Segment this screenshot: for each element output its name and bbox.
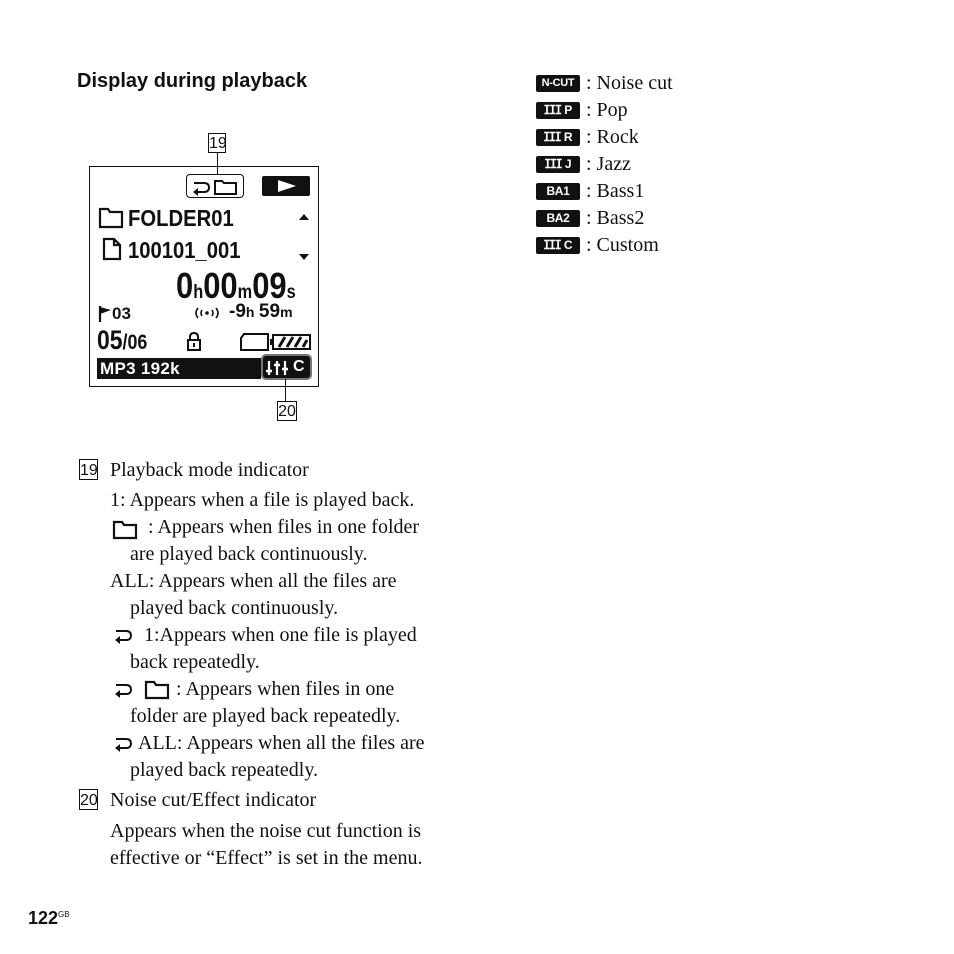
bass2-badge: BA2 xyxy=(536,210,580,227)
item-19-line-4a: 1:Appears when one file is played xyxy=(144,624,417,646)
playback-mode-indicator xyxy=(186,174,244,198)
callout-20-leader xyxy=(285,379,286,401)
equalizer-icon xyxy=(266,360,292,376)
legend-label: : Bass2 xyxy=(586,207,645,229)
noise-cut-badge: N-CUT xyxy=(536,75,580,92)
badge-letter: P xyxy=(564,103,572,117)
legend-item-noise-cut xyxy=(536,72,836,94)
folder-icon xyxy=(98,207,124,229)
folder-icon xyxy=(112,520,138,540)
badge-letter: R xyxy=(563,130,573,144)
equalizer-icon: ⵊⵊⵊ xyxy=(544,103,565,117)
legend-item-bass2 xyxy=(536,207,836,229)
legend-label: : Bass1 xyxy=(586,180,645,202)
section-heading: Display during playback xyxy=(77,70,308,92)
repeat-icon xyxy=(112,682,136,698)
item-19-line-3a: ALL: Appears when all the files are xyxy=(110,570,397,592)
item-19-line-2a: : Appears when files in one folder xyxy=(148,516,420,538)
item-19-line-2b: are played back continuously. xyxy=(130,543,368,565)
item-19-line-4b: back repeatedly. xyxy=(130,651,260,673)
rock-badge xyxy=(536,129,580,146)
repeat-icon xyxy=(112,628,136,644)
page-number-value: 122 xyxy=(28,908,59,928)
callout-19: 19 xyxy=(209,135,227,152)
page-number xyxy=(28,908,70,929)
repeat-folder-icon xyxy=(190,178,242,196)
item-20-line-2: effective or “Effect” is set in the menu. xyxy=(110,847,423,869)
equalizer-icon: ⵊⵊⵊ xyxy=(543,238,564,252)
custom-badge xyxy=(536,237,580,254)
recording-format: MP3 192k xyxy=(100,359,180,378)
elapsed-hours-unit: h xyxy=(193,282,204,303)
item-20-line-1: Appears when the noise cut function is xyxy=(110,820,422,842)
elapsed-seconds: 09 xyxy=(252,265,287,306)
page-number-suffix: GB xyxy=(58,910,70,919)
play-status-indicator xyxy=(262,176,310,196)
remaining-minutes-unit: m xyxy=(280,304,293,320)
scroll-up-icon xyxy=(298,213,310,221)
legend-item-custom xyxy=(536,234,836,256)
file-total: /06 xyxy=(122,331,148,354)
scroll-down-icon xyxy=(298,253,310,261)
legend-label: : Rock xyxy=(586,126,639,148)
effect-label: C xyxy=(293,358,305,375)
elapsed-minutes: 00 xyxy=(203,265,238,306)
marker-number: 03 xyxy=(112,304,131,323)
item-20-title: Noise cut/Effect indicator xyxy=(110,789,317,811)
equalizer-icon: ⵊⵊⵊ xyxy=(544,157,565,171)
badge-letter: J xyxy=(564,157,572,171)
track-mark-icon xyxy=(98,305,112,323)
file-name: 100101_001 xyxy=(128,237,241,263)
item-19-line-5b: folder are played back repeatedly. xyxy=(130,705,401,727)
legend-label: : Custom xyxy=(586,234,659,256)
item-19-line-3b: played back continuously. xyxy=(130,597,339,619)
remaining-hours: -9 xyxy=(229,301,246,322)
item-19-number: 19 xyxy=(79,459,98,480)
bass1-badge: BA1 xyxy=(536,183,580,200)
legend-item-jazz xyxy=(536,153,836,175)
file-icon xyxy=(102,237,122,261)
equalizer-icon: ⵊⵊⵊ xyxy=(543,130,564,144)
elapsed-seconds-unit: s xyxy=(286,282,296,303)
file-index: 05 xyxy=(97,325,123,355)
legend-item-pop xyxy=(536,99,836,121)
remaining-time xyxy=(229,301,293,323)
play-icon xyxy=(277,179,297,193)
legend-label: : Jazz xyxy=(586,153,631,175)
item-19-line-1: 1: Appears when a file is played back. xyxy=(110,489,415,511)
battery-icon xyxy=(270,334,312,350)
remaining-hours-unit: h xyxy=(245,304,255,320)
repeat-icon xyxy=(112,736,136,752)
elapsed-minutes-unit: m xyxy=(237,282,253,303)
jazz-badge xyxy=(536,156,580,173)
callout-20: 20 xyxy=(278,403,296,420)
item-19-line-5a: : Appears when files in one xyxy=(176,678,395,700)
legend-item-rock xyxy=(536,126,836,148)
item-19-title: Playback mode indicator xyxy=(110,459,309,481)
pop-badge xyxy=(536,102,580,119)
badge-letter: C xyxy=(563,238,573,252)
file-position xyxy=(97,325,147,356)
lock-icon xyxy=(186,331,202,351)
effect-indicator xyxy=(261,354,312,380)
item-19-line-6a: ALL: Appears when all the files are xyxy=(138,732,425,754)
memory-card-icon xyxy=(240,333,270,351)
folder-name: FOLDER01 xyxy=(128,205,234,231)
display-screen xyxy=(89,166,319,387)
format-bar xyxy=(97,358,261,379)
legend-label: : Noise cut xyxy=(586,72,673,94)
folder-icon xyxy=(144,680,170,700)
remaining-minutes: 59 xyxy=(258,301,281,322)
elapsed-hours: 0 xyxy=(176,265,194,306)
item-20-number: 20 xyxy=(79,789,98,810)
legend-item-bass1 xyxy=(536,180,836,202)
legend-label: : Pop xyxy=(586,99,628,121)
signal-icon xyxy=(192,306,222,320)
item-19-line-6b: played back repeatedly. xyxy=(130,759,319,781)
